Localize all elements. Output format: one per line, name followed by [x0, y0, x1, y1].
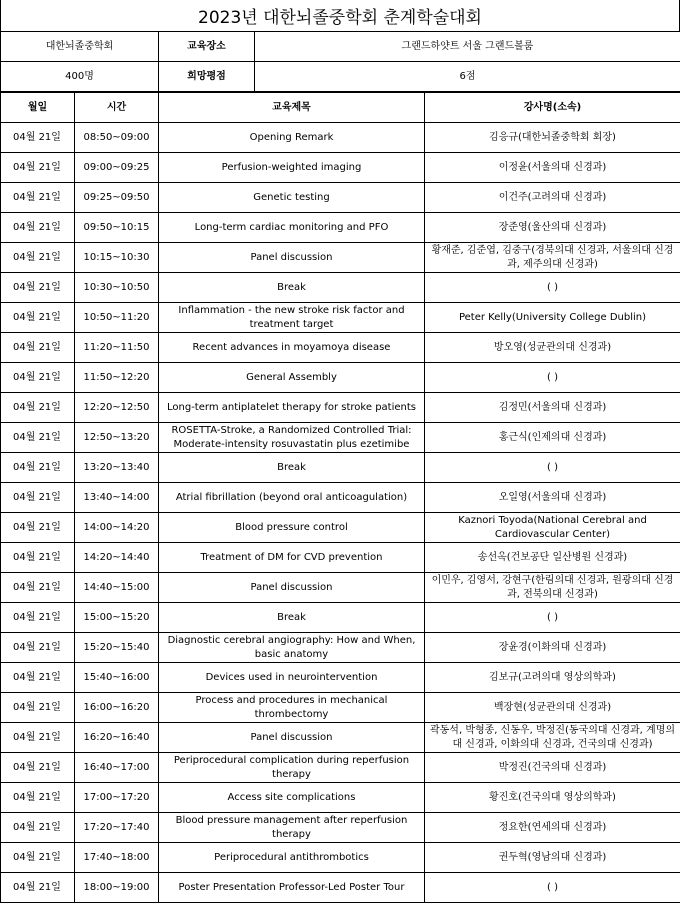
cell-time: 15:00~15:20 [75, 603, 159, 633]
organizer: 대한뇌졸중학회 [1, 32, 159, 62]
info-row-venue [1, 32, 680, 62]
cell-date: 04월 21일 [1, 213, 75, 243]
cell-time: 12:50~13:20 [75, 423, 159, 453]
cell-lecturer: 황재준, 김준엽, 김중구(경북의대 신경과, 서울의대 신경과, 제주의대 신경과) [425, 243, 680, 273]
cell-date: 04월 21일 [1, 573, 75, 603]
cell-subject: Process and procedures in mechanical thrombectomy [159, 693, 425, 723]
table-row [1, 153, 680, 183]
cell-subject: Blood pressure management after reperfusion therapy [159, 813, 425, 843]
table-row [1, 243, 680, 273]
cell-time: 09:25~09:50 [75, 183, 159, 213]
cell-time: 11:20~11:50 [75, 333, 159, 363]
cell-subject: Devices used in neurointervention [159, 663, 425, 693]
cell-subject: Perfusion-weighted imaging [159, 153, 425, 183]
cell-time: 14:40~15:00 [75, 573, 159, 603]
cell-date: 04월 21일 [1, 543, 75, 573]
cell-lecturer: ( ) [425, 273, 680, 303]
cell-date: 04월 21일 [1, 663, 75, 693]
table-row [1, 543, 680, 573]
cell-lecturer: ( ) [425, 603, 680, 633]
cell-subject: Treatment of DM for CVD prevention [159, 543, 425, 573]
cell-time: 16:40~17:00 [75, 753, 159, 783]
cell-subject: Panel discussion [159, 573, 425, 603]
table-row [1, 453, 680, 483]
cell-date: 04월 21일 [1, 453, 75, 483]
cell-time: 15:40~16:00 [75, 663, 159, 693]
table-row [1, 633, 680, 663]
table-row [1, 513, 680, 543]
cell-time: 18:00~19:00 [75, 873, 159, 903]
cell-subject: Poster Presentation Professor-Led Poster Tour [159, 873, 425, 903]
cell-date: 04월 21일 [1, 873, 75, 903]
cell-lecturer: 정요한(연세의대 신경과) [425, 813, 680, 843]
cell-subject: Break [159, 603, 425, 633]
cell-subject: Genetic testing [159, 183, 425, 213]
cell-time: 17:20~17:40 [75, 813, 159, 843]
cell-lecturer: Peter Kelly(University College Dublin) [425, 303, 680, 333]
cell-subject: Atrial fibrillation (beyond oral anticoagulation) [159, 483, 425, 513]
cell-subject: Inflammation - the new stroke risk factor and treatment target [159, 303, 425, 333]
cell-date: 04월 21일 [1, 363, 75, 393]
cell-time: 10:50~11:20 [75, 303, 159, 333]
cell-time: 09:50~10:15 [75, 213, 159, 243]
cell-date: 04월 21일 [1, 513, 75, 543]
cell-lecturer: 이민우, 김영서, 강현구(한림의대 신경과, 원광의대 신경과, 전북의대 신경과) [425, 573, 680, 603]
cell-lecturer: 송선옥(건보공단 일산병원 신경과) [425, 543, 680, 573]
table-row [1, 483, 680, 513]
cell-date: 04월 21일 [1, 303, 75, 333]
cell-time: 11:50~12:20 [75, 363, 159, 393]
cell-date: 04월 21일 [1, 633, 75, 663]
header-lecturer: 강사명(소속) [425, 93, 680, 123]
table-row [1, 303, 680, 333]
cell-lecturer: ( ) [425, 363, 680, 393]
cell-lecturer: 백장현(성균관의대 신경과) [425, 693, 680, 723]
cell-subject: ROSETTA-Stroke, a Randomized Controlled Trial: Moderate-intensity rosuvastatin plus ezetimibe [159, 423, 425, 453]
cell-time: 12:20~12:50 [75, 393, 159, 423]
cell-time: 09:00~09:25 [75, 153, 159, 183]
cell-lecturer: 장윤경(이화의대 신경과) [425, 633, 680, 663]
cell-subject: Periprocedural antithrombotics [159, 843, 425, 873]
cell-subject: Periprocedural complication during reperfusion therapy [159, 753, 425, 783]
cell-time: 10:30~10:50 [75, 273, 159, 303]
score-label: 희망평점 [159, 62, 255, 92]
cell-subject: Break [159, 453, 425, 483]
cell-subject: Blood pressure control [159, 513, 425, 543]
cell-lecturer: 박정진(건국의대 신경과) [425, 753, 680, 783]
cell-subject: Recent advances in moyamoya disease [159, 333, 425, 363]
cell-date: 04월 21일 [1, 723, 75, 753]
cell-lecturer: ( ) [425, 873, 680, 903]
cell-date: 04월 21일 [1, 423, 75, 453]
cell-date: 04월 21일 [1, 603, 75, 633]
cell-lecturer: 권두혁(영남의대 신경과) [425, 843, 680, 873]
cell-lecturer: ( ) [425, 453, 680, 483]
cell-date: 04월 21일 [1, 813, 75, 843]
table-row [1, 333, 680, 363]
table-row [1, 423, 680, 453]
schedule-body [1, 123, 680, 903]
header-time: 시간 [75, 93, 159, 123]
info-table [0, 31, 680, 92]
cell-subject: Diagnostic cerebral angiography: How and When, basic anatomy [159, 633, 425, 663]
cell-subject: General Assembly [159, 363, 425, 393]
cell-lecturer: 홍근식(인제의대 신경과) [425, 423, 680, 453]
venue: 그랜드하얏트 서울 그랜드볼룸 [255, 32, 680, 62]
score: 6점 [255, 62, 680, 92]
cell-lecturer: 김보규(고려의대 영상의학과) [425, 663, 680, 693]
cell-date: 04월 21일 [1, 783, 75, 813]
cell-subject: Access site complications [159, 783, 425, 813]
table-row [1, 783, 680, 813]
attendees: 400명 [1, 62, 159, 92]
cell-date: 04월 21일 [1, 153, 75, 183]
cell-time: 10:15~10:30 [75, 243, 159, 273]
cell-time: 13:40~14:00 [75, 483, 159, 513]
cell-lecturer: Kaznori Toyoda(National Cerebral and Cardiovascular Center) [425, 513, 680, 543]
table-row [1, 603, 680, 633]
header-subject: 교육제목 [159, 93, 425, 123]
cell-subject: Long-term antiplatelet therapy for stroke patients [159, 393, 425, 423]
table-row [1, 123, 680, 153]
table-row [1, 183, 680, 213]
table-row [1, 753, 680, 783]
cell-time: 15:20~15:40 [75, 633, 159, 663]
cell-lecturer: 방오영(성균관의대 신경과) [425, 333, 680, 363]
cell-subject: Panel discussion [159, 243, 425, 273]
table-row [1, 843, 680, 873]
cell-time: 08:50~09:00 [75, 123, 159, 153]
cell-date: 04월 21일 [1, 333, 75, 363]
cell-subject: Long-term cardiac monitoring and PFO [159, 213, 425, 243]
cell-lecturer: 오일영(서울의대 신경과) [425, 483, 680, 513]
table-row [1, 663, 680, 693]
cell-subject: Panel discussion [159, 723, 425, 753]
cell-date: 04월 21일 [1, 843, 75, 873]
cell-time: 16:20~16:40 [75, 723, 159, 753]
header-date: 월일 [1, 93, 75, 123]
cell-time: 16:00~16:20 [75, 693, 159, 723]
cell-time: 14:00~14:20 [75, 513, 159, 543]
info-row-score [1, 62, 680, 92]
table-row [1, 813, 680, 843]
cell-date: 04월 21일 [1, 183, 75, 213]
venue-label: 교육장소 [159, 32, 255, 62]
table-row [1, 693, 680, 723]
table-row [1, 393, 680, 423]
table-row [1, 213, 680, 243]
table-row [1, 723, 680, 753]
cell-time: 17:40~18:00 [75, 843, 159, 873]
cell-date: 04월 21일 [1, 693, 75, 723]
cell-lecturer: 곽동석, 박형종, 신동우, 박정진(동국의대 신경과, 계명의대 신경과, 이화의대 신경과, 건국의대 신경과) [425, 723, 680, 753]
schedule-header-row [1, 93, 680, 123]
cell-date: 04월 21일 [1, 273, 75, 303]
cell-date: 04월 21일 [1, 483, 75, 513]
page-title: 2023년 대한뇌졸중학회 춘계학술대회 [0, 0, 680, 31]
table-row [1, 873, 680, 903]
cell-date: 04월 21일 [1, 753, 75, 783]
cell-date: 04월 21일 [1, 393, 75, 423]
cell-subject: Break [159, 273, 425, 303]
cell-date: 04월 21일 [1, 123, 75, 153]
schedule-table [0, 92, 680, 903]
cell-lecturer: 이정윤(서울의대 신경과) [425, 153, 680, 183]
cell-lecturer: 이건주(고려의대 신경과) [425, 183, 680, 213]
table-row [1, 363, 680, 393]
cell-lecturer: 김정민(서울의대 신경과) [425, 393, 680, 423]
cell-date: 04월 21일 [1, 243, 75, 273]
cell-lecturer: 황진호(건국의대 영상의학과) [425, 783, 680, 813]
cell-time: 13:20~13:40 [75, 453, 159, 483]
table-row [1, 273, 680, 303]
cell-time: 17:00~17:20 [75, 783, 159, 813]
cell-time: 14:20~14:40 [75, 543, 159, 573]
cell-subject: Opening Remark [159, 123, 425, 153]
cell-lecturer: 장준영(울산의대 신경과) [425, 213, 680, 243]
table-row [1, 573, 680, 603]
cell-lecturer: 김응규(대한뇌졸중학회 회장) [425, 123, 680, 153]
